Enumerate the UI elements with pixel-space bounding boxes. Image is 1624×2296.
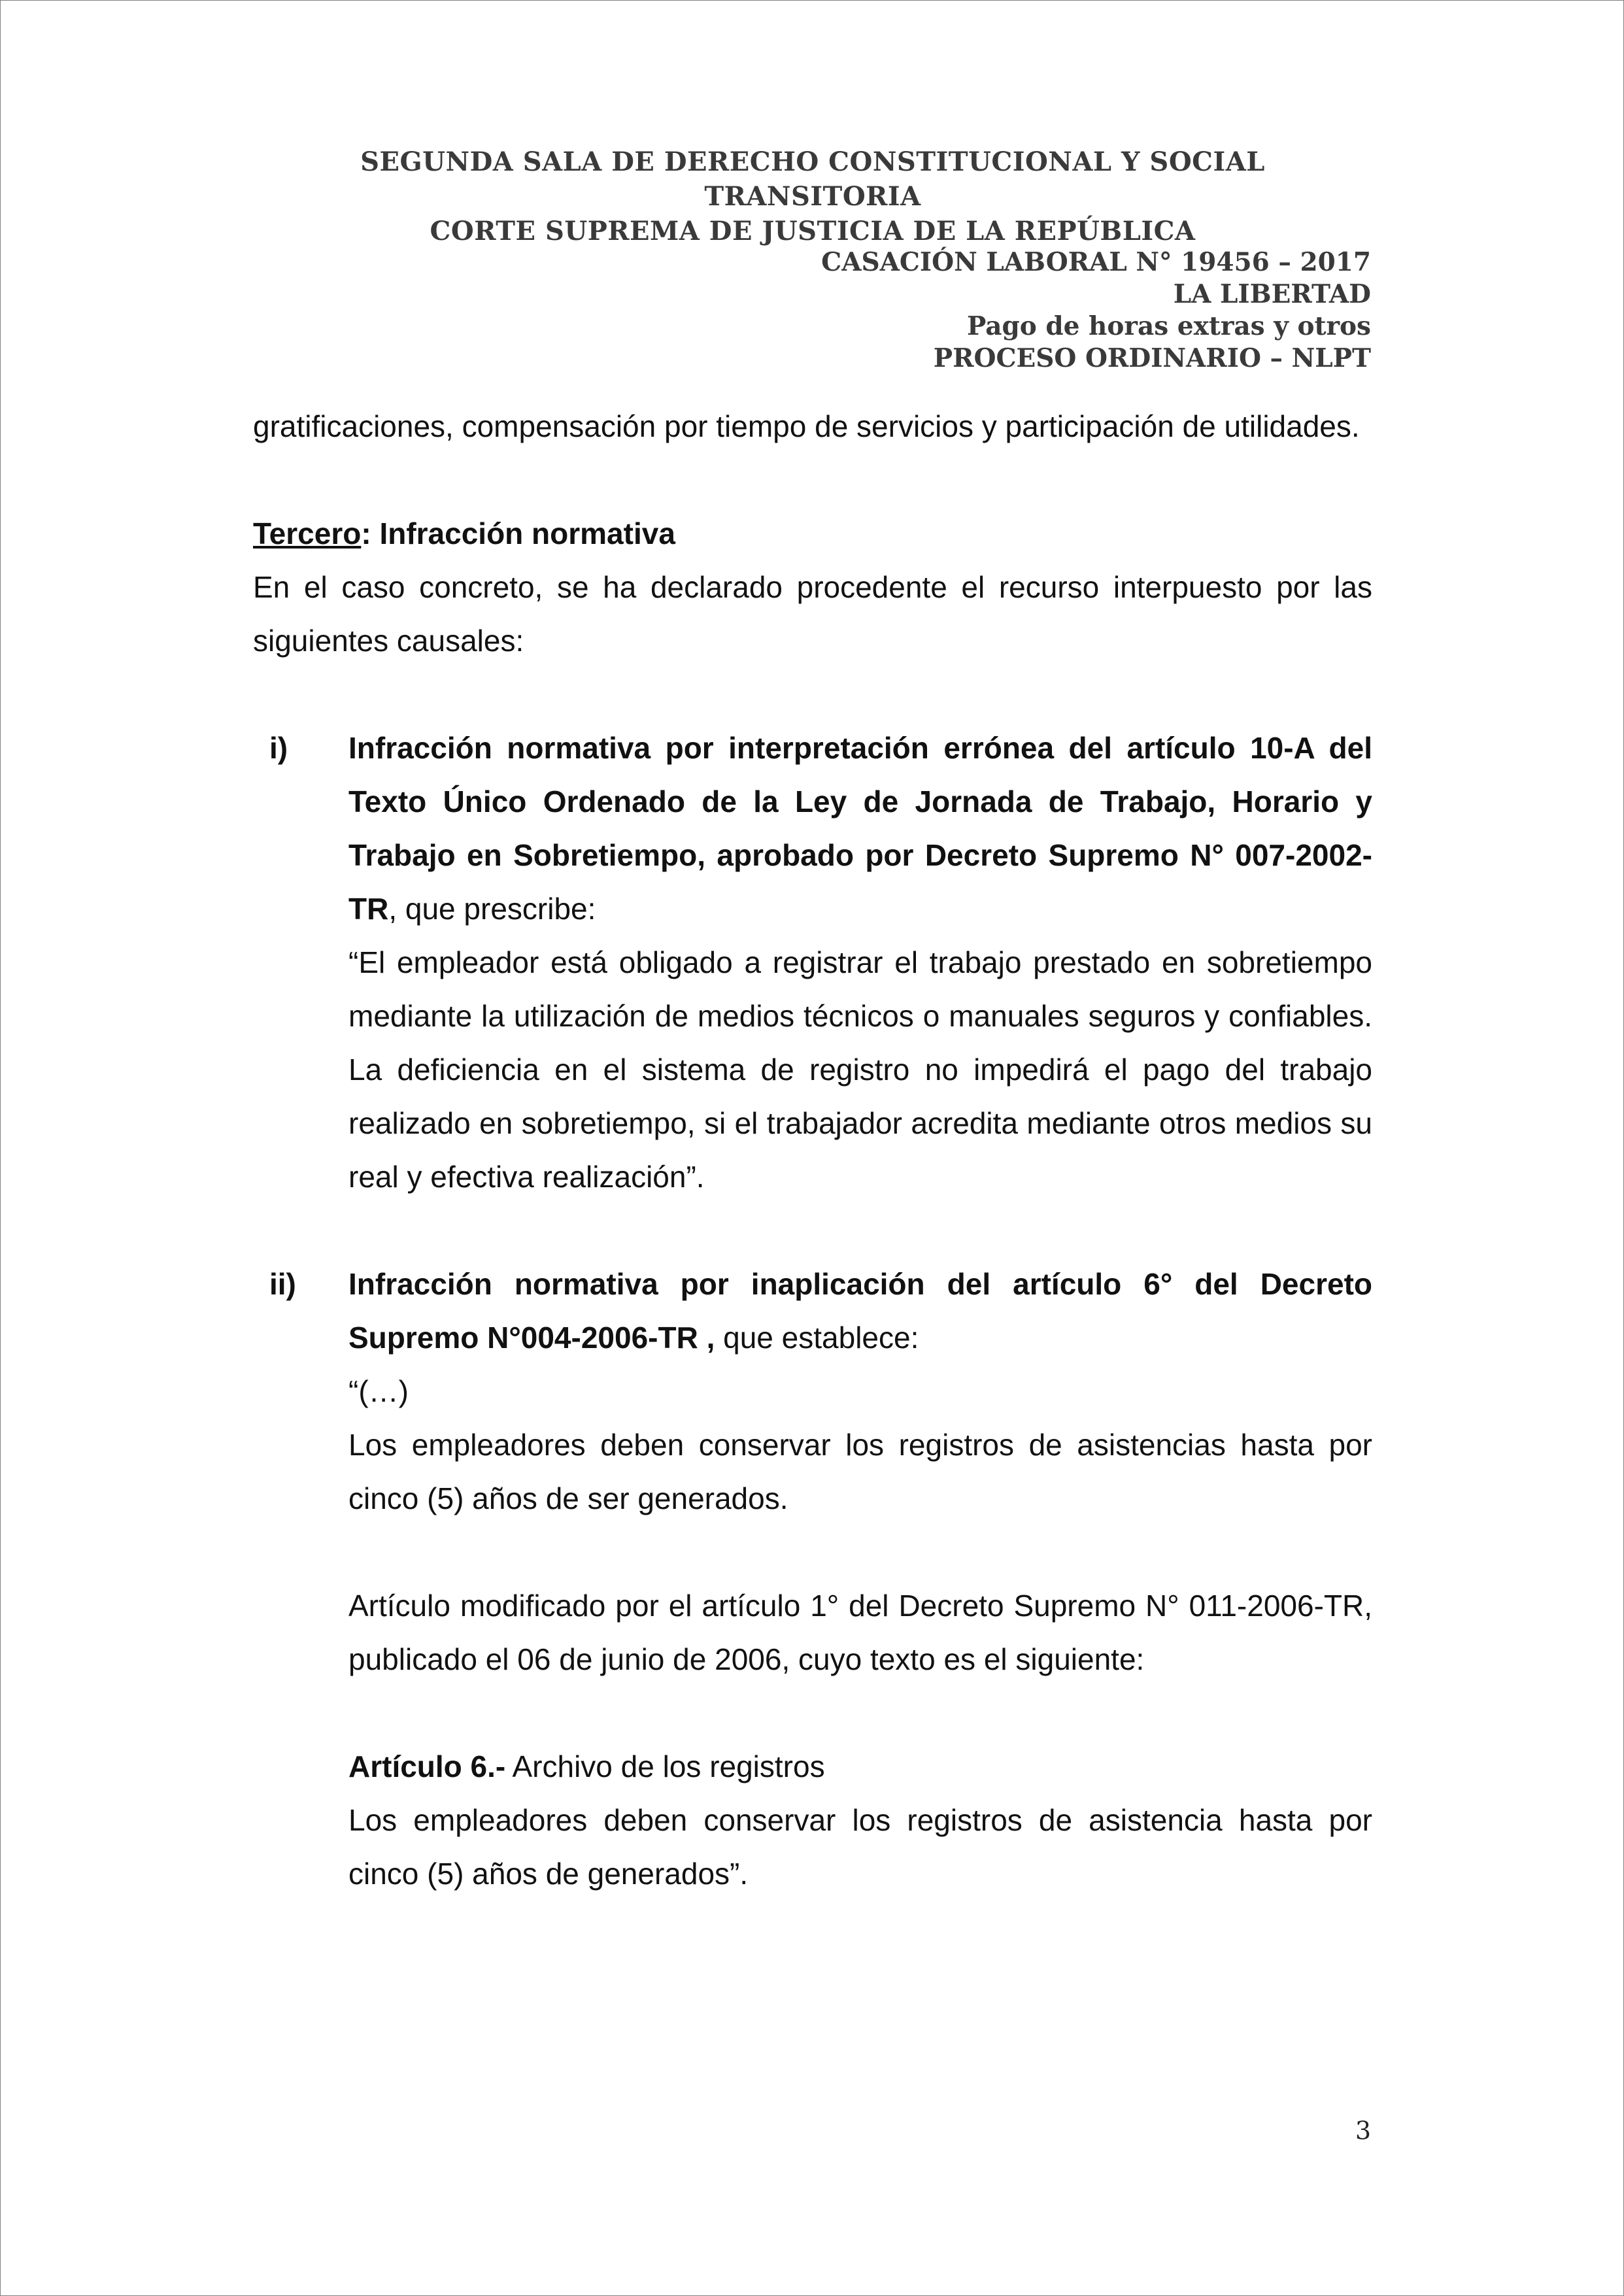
section-label: Tercero — [253, 516, 362, 550]
quote-paragraph: Los empleadores deben conservar los registros de asistencias hasta por cinco (5) años de ser generados. — [348, 1428, 1372, 1515]
case-header — [456, 246, 1371, 375]
section-intro: En el caso concreto, se ha declarado procedente el recurso interpuesto por las siguientes causales: — [253, 570, 1372, 658]
chamber-name: SEGUNDA SALA DE DERECHO CONSTITUCIONAL Y SOCIAL TRANSITORIA — [360, 146, 1265, 212]
item-quote: “El empleador está obligado a registrar el trabajo prestado en sobretiempo mediante la utilización de medios técnicos o manuales seguros y confiables. La deficiencia en el sistema de registro no impedirá el pago del trabajo realizado en sobretiempo, si el trabajador acredita mediante otros medios su real y efectiva realización”. — [348, 945, 1372, 1194]
article-heading — [348, 1740, 1372, 1793]
item-title: Infracción normativa por inaplicación del artículo 6° del Decreto Supremo N°004-2006-TR , — [348, 1267, 1372, 1355]
article-text: Los empleadores deben conservar los registros de asistencia hasta por cinco (5) años de generados”. — [348, 1803, 1372, 1891]
case-process: PROCESO ORDINARIO – NLPT — [933, 343, 1371, 373]
document-body — [253, 399, 1372, 1900]
item-title: Infracción normativa por interpretación errónea del artículo 10-A del Texto Único Ordenado de la Ley de Jornada de Trabajo, Horario y Trabajo en Sobretiempo, aprobado por Decreto Supremo N° 007-2002-TR — [348, 731, 1372, 926]
section-title: : Infracción normativa — [361, 516, 675, 550]
court-name: CORTE SUPREMA DE JUSTICIA DE LA REPÚBLICA — [430, 216, 1196, 246]
article-label: Artículo 6.- — [348, 1749, 506, 1783]
page-number: 3 — [1355, 2116, 1371, 2145]
article-title: Archivo de los registros — [505, 1749, 825, 1783]
item-lead: que establece: — [715, 1321, 919, 1355]
modification-note: Artículo modificado por el artículo 1° del Decreto Supremo N° 011-2006-TR, publicado el 06 de junio de 2006, cuyo texto es el siguiente: — [348, 1589, 1372, 1676]
case-region: LA LIBERTAD — [1173, 279, 1371, 309]
section-heading — [253, 507, 1372, 560]
item-lead: , que prescribe: — [388, 892, 596, 926]
case-number: CASACIÓN LABORAL N° 19456 – 2017 — [821, 247, 1371, 277]
case-subject: Pago de horas extras y otros — [966, 311, 1371, 341]
item-number: ii) — [269, 1267, 296, 1301]
court-header — [253, 144, 1372, 248]
item-number: i) — [269, 731, 288, 765]
list-item — [253, 721, 1372, 1204]
list-item — [253, 1257, 1372, 1900]
intro-paragraph: gratificaciones, compensación por tiempo de servicios y participación de utilidades. — [253, 409, 1360, 443]
quote-open: “(…) — [348, 1374, 409, 1408]
